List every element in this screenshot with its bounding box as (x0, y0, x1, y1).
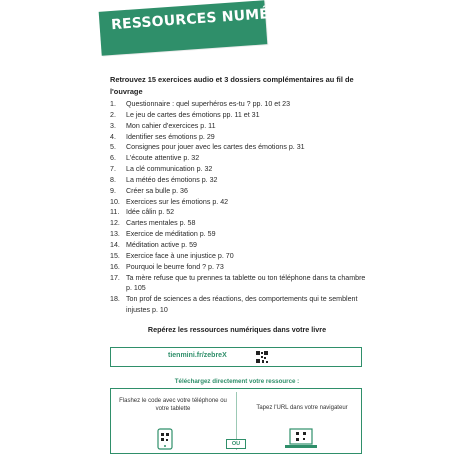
item-number: 2. (110, 110, 116, 119)
item-number: 15. (110, 251, 120, 260)
item-number: 9. (110, 186, 116, 195)
list-item (110, 153, 370, 164)
list-item (110, 251, 370, 262)
item-text: Exercices sur les émotions p. 42 (126, 197, 229, 206)
item-text: Ton prof de sciences a des réactions, des comportements qui te semblent injustes p. 10 (126, 295, 358, 315)
list-item (110, 218, 370, 229)
item-text: Exercice de méditation p. 59 (126, 230, 216, 239)
item-text: Questionnaire : quel superhéros es-tu ? pp. 10 et 23 (126, 100, 291, 108)
item-number: 4. (110, 132, 116, 141)
item-number: 18. (110, 295, 120, 304)
item-text: Créer sa bulle p. 36 (126, 186, 188, 195)
list-item (110, 197, 370, 208)
item-number: 8. (110, 175, 116, 184)
item-number: 5. (110, 143, 116, 152)
item-text: L'écoute attentive p. 32 (126, 154, 200, 163)
list-item (110, 186, 370, 197)
list-item (110, 132, 370, 143)
resource-url-link[interactable]: tienmini.fr/zebreX (168, 352, 227, 359)
intro-text: Retrouvez 15 exercices audio et 3 dossiers complémentaires au fil de l'ouvrage (110, 75, 354, 96)
item-text: Idée câlin p. 52 (126, 208, 175, 217)
list-item (110, 121, 370, 132)
phone-qr-icon (157, 428, 173, 450)
item-number: 11. (110, 208, 120, 217)
url-instruction: Tapez l'URL dans votre navigateur (256, 405, 348, 411)
qr-code-icon (256, 351, 268, 363)
item-number: 16. (110, 262, 120, 271)
item-number: 13. (110, 230, 120, 239)
list-item (110, 294, 370, 316)
list-item (110, 262, 370, 273)
reperez-heading: Repérez les ressources numériques dans votre livre (147, 325, 327, 334)
item-text: Pourquoi le beurre fond ? p. 73 (126, 262, 224, 271)
list-item (110, 229, 370, 240)
url-box (110, 347, 362, 367)
item-number: 17. (110, 273, 120, 282)
item-number: 1. (110, 100, 116, 108)
list-item (110, 175, 370, 186)
item-text: Cartes mentales p. 58 (126, 219, 196, 228)
or-separator: OU (226, 439, 246, 449)
item-number: 14. (110, 240, 120, 249)
item-text: Identifier ses émotions p. 29 (126, 132, 215, 141)
list-item (110, 207, 370, 218)
item-text: Le jeu de cartes des émotions pp. 11 et 31 (126, 110, 260, 119)
item-number: 6. (110, 154, 116, 163)
download-heading: Téléchargez directement votre ressource : (174, 378, 300, 385)
item-number: 3. (110, 121, 116, 130)
laptop-qr-icon (284, 428, 318, 450)
item-text: La clé communication p. 32 (126, 165, 213, 174)
flash-instruction: Flashez le code avec votre téléphone ou votre tablette (119, 398, 227, 412)
list-item (110, 164, 370, 175)
item-text: La météo des émotions p. 32 (126, 175, 218, 184)
item-number: 7. (110, 165, 116, 174)
resource-list (110, 99, 370, 316)
list-item (110, 99, 370, 110)
item-text: Mon cahier d'exercices p. 11 (126, 121, 216, 130)
item-text: Exercice face à une injustice p. 70 (126, 251, 234, 260)
item-text: Consignes pour jouer avec les cartes des émotions p. 31 (126, 143, 305, 152)
item-text: Méditation active p. 59 (126, 240, 197, 249)
item-number: 12. (110, 219, 120, 228)
list-item (110, 273, 370, 295)
item-text: Ta mère refuse que tu prennes ta tablette ou ton téléphone dans ta chambre p. 105 (126, 273, 366, 293)
list-item (110, 240, 370, 251)
item-number: 10. (110, 197, 120, 206)
list-item (110, 142, 370, 153)
list-item (110, 110, 370, 121)
banner-title: RESSOURCES NUMÉRIQUES (110, 2, 330, 34)
